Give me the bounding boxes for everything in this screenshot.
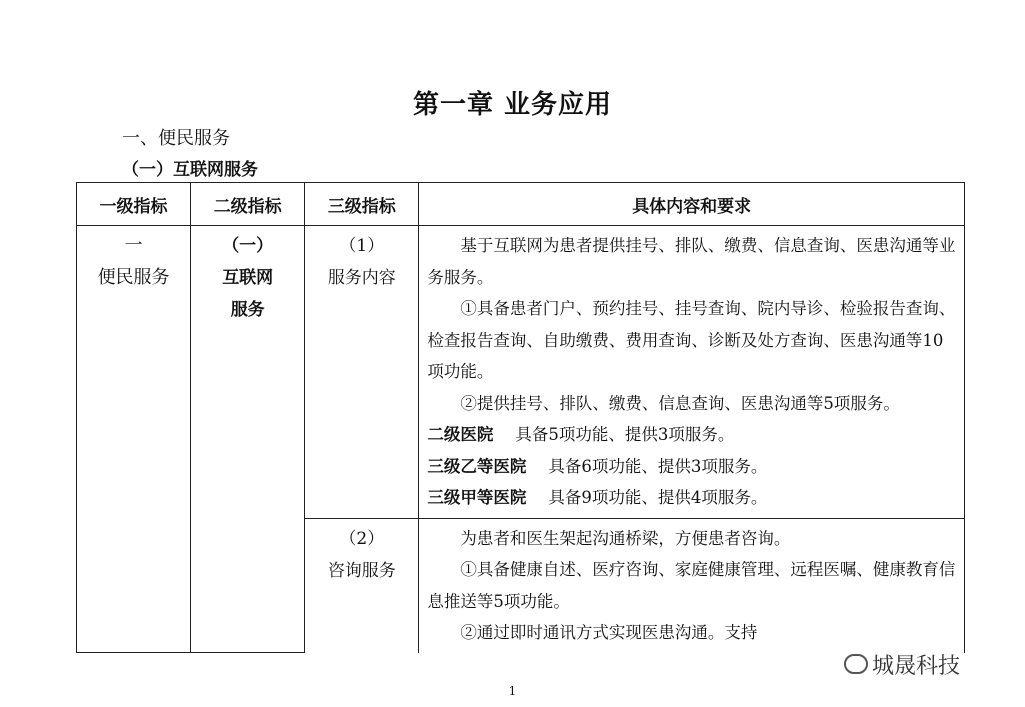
level3-cell-consult-service [305, 518, 419, 653]
content-paragraph: ②通过即时通讯方式实现医患沟通。支持 [460, 623, 758, 642]
content-paragraph: ①具备健康自述、医疗咨询、家庭健康管理、远程医嘱、健康教育信息推送等5项功能。 [427, 560, 956, 611]
content-paragraph: 基于互联网为患者提供挂号、排队、缴费、信息查询、医患沟通等业务服务。 [427, 236, 956, 287]
level1-number: 一 [124, 235, 143, 256]
level3-name: 服务内容 [327, 268, 396, 288]
grade-label: 三级乙等医院 [427, 456, 527, 476]
level3-number: （1） [339, 236, 385, 256]
page-number: 1 [508, 684, 517, 698]
grade-label: 二级医院 [427, 425, 494, 444]
indicator-table [76, 182, 965, 653]
level3-number: （2） [339, 528, 385, 549]
content-cell-consult-service [419, 518, 965, 653]
grade-text: 具备9项功能、提供4项服务。 [548, 488, 768, 507]
grade-requirement [427, 482, 958, 514]
table-row [77, 226, 965, 519]
content-paragraph: ①具备患者门户、预约挂号、挂号查询、院内导诊、检验报告查询、检查报告查询、自助缴费、费用查询、诊断及处方查询、医患沟通等10项功能。 [427, 299, 956, 381]
level1-name: 便民服务 [97, 267, 170, 288]
level3-name: 咨询服务 [327, 560, 396, 581]
chapter-title: 第一章 业务应用 [412, 90, 613, 120]
header-level1: 一级指标 [77, 183, 191, 226]
header-content: 具体内容和要求 [419, 183, 965, 226]
grade-text: 具备6项功能、提供3项服务。 [548, 456, 768, 476]
section-heading: 一、便民服务 [122, 128, 230, 149]
level2-cell [191, 226, 305, 653]
content-paragraph: 为患者和医生架起沟通桥梁，方便患者咨询。 [460, 528, 791, 548]
header-level2: 二级指标 [191, 183, 305, 226]
content-cell-service-content [419, 226, 965, 519]
level3-cell-service-content [305, 226, 419, 519]
content-paragraph: ②提供挂号、排队、缴费、信息查询、医患沟通等5项服务。 [460, 393, 900, 413]
level2-number: （一） [222, 236, 274, 256]
level2-name-line2: 服务 [230, 300, 265, 320]
grade-text: 具备5项功能、提供3项服务。 [515, 425, 735, 444]
grade-requirement [427, 451, 958, 483]
grade-requirement [427, 419, 958, 451]
watermark [842, 649, 962, 680]
chat-bubble-icon [844, 654, 868, 674]
table-header-row [77, 183, 965, 226]
watermark-text: 城晟科技 [872, 654, 961, 679]
level2-name-line1: 互联网 [222, 268, 274, 288]
subsection-heading: （一）互联网服务 [122, 160, 258, 180]
header-level3: 三级指标 [305, 183, 419, 226]
grade-label: 三级甲等医院 [427, 488, 527, 507]
level1-cell [77, 226, 191, 653]
